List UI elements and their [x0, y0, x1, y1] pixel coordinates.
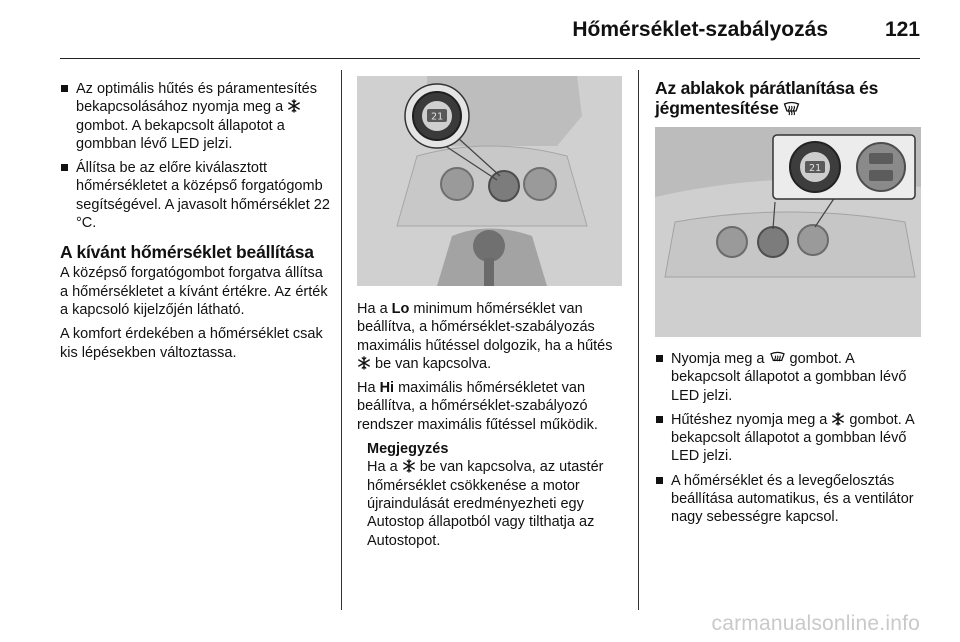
- list-item: Nyomja meg a gombot. A bekapcsolt állapotot a gombban lévő LED jelzi.: [655, 350, 923, 405]
- header-rule: [60, 58, 920, 59]
- paragraph: Ha Hi maximális hőmérsékletet van beállítva, a hőmérséklet-szabályozó rendszer maximális fűtéssel működik.: [357, 380, 598, 433]
- column-divider-1: [341, 70, 342, 610]
- section-heading: Az ablakok párátlanítása és jégmentesítése: [655, 78, 879, 118]
- defrost-button-photo: [655, 127, 921, 337]
- list-item: Állítsa be az előre kiválasztott hőmérsékletet a középső forgatógomb segítségével. A javasolt hőmérséklet 22 °C.: [60, 159, 332, 232]
- snowflake-icon: [831, 412, 845, 426]
- snowflake-icon: [402, 459, 416, 473]
- watermark: carmanualsonline.info: [711, 612, 920, 635]
- paragraph: Ha a Lo minimum hőmérséklet van beállítva, a hőmérséklet-szabályozás maximális hűtéssel dolgozik, ha a hűtés be van kapcsolva.: [357, 301, 613, 372]
- note-box: [357, 440, 627, 550]
- windscreen-defrost-icon: [769, 351, 786, 365]
- page-header: [60, 18, 920, 42]
- temperature-display: 21: [808, 163, 822, 174]
- column-left: [60, 80, 332, 368]
- console-photo: [357, 76, 622, 286]
- list-item: Hűtéshez nyomja meg a gombot. A bekapcsolt állapotot a gombban lévő LED jelzi.: [655, 411, 923, 466]
- column-right: [655, 78, 923, 132]
- paragraph: A középső forgatógombot forgatva állítsa a hőmérsékletet a kívánt értékre. Az érték a kapcsoló kijelzőjén látható.: [60, 265, 328, 318]
- column-middle: [357, 300, 627, 550]
- windscreen-defrost-icon: [783, 101, 800, 116]
- page-number: 121: [884, 18, 920, 41]
- column-divider-2: [638, 70, 639, 610]
- paragraph: A komfort érdekében a hőmérséklet csak kis lépésekben változtassa.: [60, 326, 323, 361]
- note-text: Ha a be van kapcsolva, az utastér hőmérséklet csökkenése a motor újraindulását eredményezheti egy Autostop állapotból vagy tilthatja az Autostopot.: [367, 459, 604, 549]
- snowflake-icon: [357, 356, 371, 370]
- temperature-display: 21: [430, 111, 444, 123]
- column-right-list: [655, 350, 923, 533]
- snowflake-icon: [287, 99, 301, 113]
- list-item: A hőmérséklet és a levegőelosztás beállítása automatikus, és a ventilátor nagy sebességre kapcsol.: [655, 472, 923, 527]
- note-title: Megjegyzés: [367, 441, 449, 458]
- page-title: Hőmérséklet-szabályozás: [572, 18, 828, 41]
- section-heading: A kívánt hőmérséklet beállítása: [60, 242, 314, 263]
- list-item: Az optimális hűtés és páramentesítés bekapcsolásához nyomja meg a gombot. A bekapcsolt állapotot a gombban lévő LED jelzi.: [60, 80, 332, 153]
